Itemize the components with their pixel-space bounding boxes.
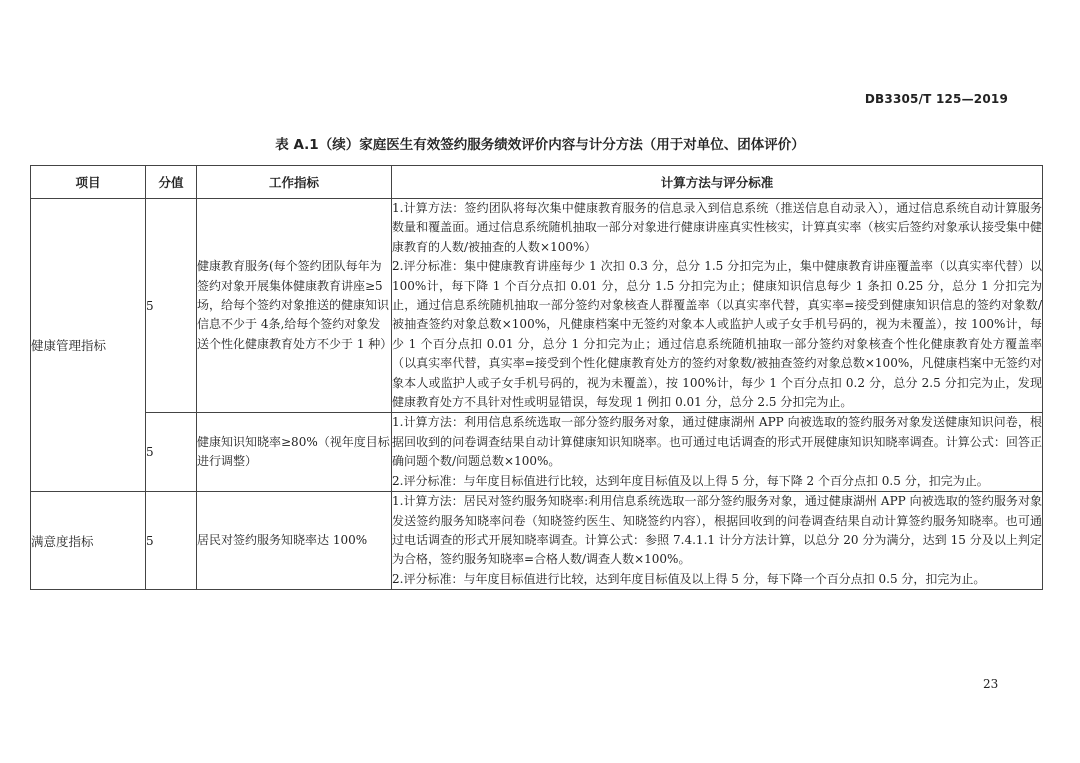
table-row <box>31 199 1043 413</box>
score-cell: 5 <box>146 199 197 413</box>
document-code: DB3305/T 125—2019 <box>864 92 1008 106</box>
category-cell: 满意度指标 <box>31 492 146 590</box>
method-calculation: 1.计算方法：签约团队将每次集中健康教育服务的信息录入到信息系统（推送信息自动录入），通过信息系统自动计算服务数量和覆盖面。通过信息系统随机抽取一部分对象进行健康讲座真实性核实，计算真实率（核实后签约对象承认接受集中健康教育的人数/被抽查的人数×100%） <box>392 201 1042 254</box>
table-title: 表 A.1（续）家庭医生有效签约服务绩效评价内容与计分方法（用于对单位、团体评价） <box>275 137 805 153</box>
method-scoring: 2.评分标准：与年度目标值进行比较，达到年度目标值及以上得 5 分，每下降 2 个百分点扣 0.5 分，扣完为止。 <box>392 473 989 488</box>
table-header-row <box>31 166 1043 199</box>
method-scoring: 2.评分标准：与年度目标值进行比较，达到年度目标值及以上得 5 分，每下降一个百分点扣 0.5 分，扣完为止。 <box>392 571 986 586</box>
score-cell: 5 <box>146 492 197 590</box>
method-calculation: 1.计算方法：利用信息系统选取一部分签约服务对象，通过健康湖州 APP 向被选取的签约服务对象发送健康知识问卷，根据回收到的问卷调查结果自动计算健康知识知晓率。也可通过电话调查的形式开展健康知识知晓率调查。计算公式：回答正确问题个数/问题总数×100%。 <box>392 415 1042 469</box>
header-item: 项目 <box>31 166 146 199</box>
indicator-cell: 居民对签约服务知晓率达 100% <box>197 492 392 590</box>
indicator-cell: 健康知识知晓率≥80%（视年度目标进行调整） <box>197 413 392 492</box>
indicator-cell: 健康教育服务(每个签约团队每年为签约对象开展集体健康教育讲座≥5场，给每个签约对象推送的健康知识信息不少于 4条,给每个签约对象发送个性化健康教育处方不少于 1 种） <box>197 199 392 413</box>
method-calculation: 1.计算方法：居民对签约服务知晓率:利用信息系统选取一部分签约服务对象，通过健康湖州 APP 向被选取的签约服务对象发送签约服务知晓率问卷（知晓签约医生、知晓签约内容），根据回收到的问卷调查结果自动计算签约服务知晓率。也可通过电话调查的形式开展知晓率调查。计算公式：参照 7.4.1.1 计分方法计算，以总分 20 分为满分，达到 15 分及以上判定为合格，签约服务知晓率=合格人数/调查人数×100%。 <box>392 494 1042 567</box>
header-method: 计算方法与评分标准 <box>392 166 1043 199</box>
header-score: 分值 <box>146 166 197 199</box>
method-scoring: 2.评分标准：集中健康教育讲座每少 1 次扣 0.3 分，总分 1.5 分扣完为止，集中健康教育讲座覆盖率（以真实率代替）以 100%计，每下降 1 个百分点扣 0.01 分，总分 1.5 分扣完为止；健康知识信息每少 1 条扣 0.25 分，总分 1 分扣完为止，通过信息系统随机抽取一部分签约对象核查人群覆盖率（以真实率代替，真实率=接受到健康知识信息的签约对象数/被抽查签约对象总数×100%，凡健康档案中无签约对象本人或监护人或子女手机号码的，视为未覆盖），按 100%计，每少 1 个百分点扣 0.01 分，总分 1 分扣完为止；通过信息系统随机抽取一部分签约对象核查个性化健康教育处方覆盖率（以真实率代替，真实率=接受到个性化健康教育处方的签约对象数/被抽查签约对象总数×100%，凡健康档案中无签约对象本人或监护人或子女手机号码的，视为未覆盖），按 100%计，每少 1 个百分点扣 0.2 分，总分 2.5 分扣完为止，发现健康教育处方不具针对性或明显错误，每发现 1 例扣 0.01 分，总分 2.5 分扣完为止。 <box>392 259 1042 410</box>
method-cell <box>392 413 1043 492</box>
table-row <box>31 413 1043 492</box>
score-cell: 5 <box>146 413 197 492</box>
table-row <box>31 492 1043 590</box>
page-number: 23 <box>983 677 999 691</box>
method-cell <box>392 199 1043 413</box>
header-indicator: 工作指标 <box>197 166 392 199</box>
method-cell <box>392 492 1043 590</box>
evaluation-table <box>30 165 1043 590</box>
category-cell: 健康管理指标 <box>31 199 146 492</box>
